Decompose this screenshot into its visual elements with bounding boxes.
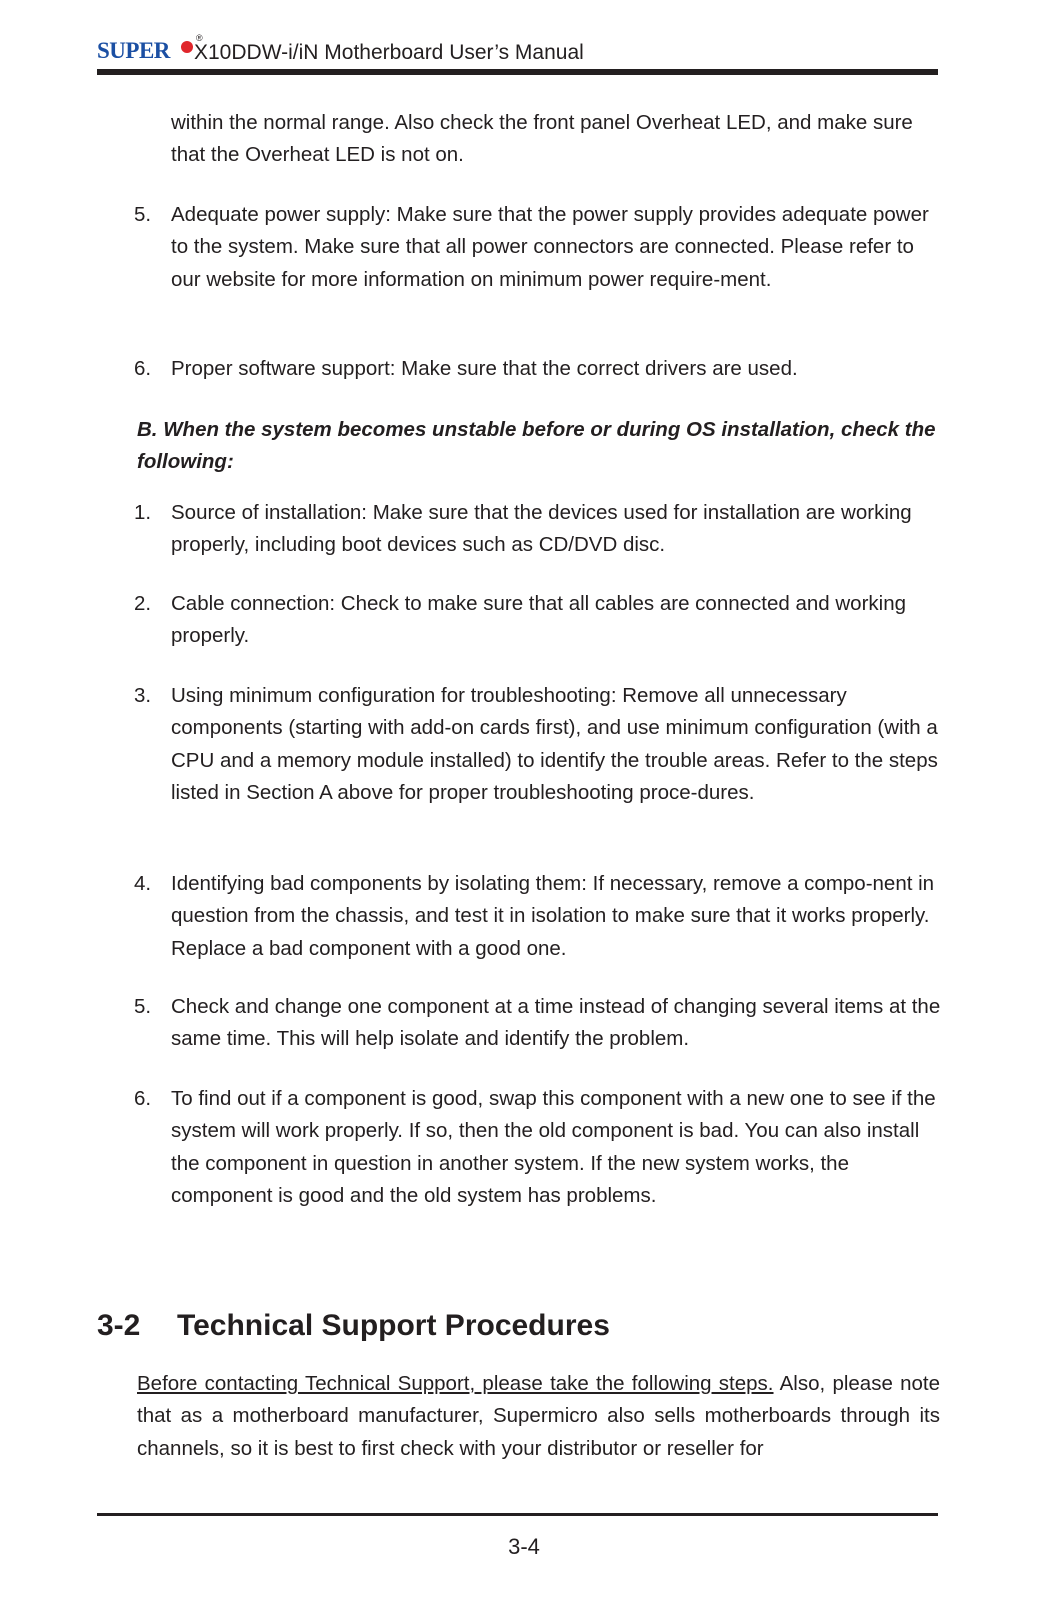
- logo-red-dot-icon: [181, 41, 193, 53]
- list-item: [134, 588, 941, 653]
- list-item: [134, 991, 941, 1056]
- list-item-number: 2.: [134, 592, 152, 615]
- supermicro-logo: SUPER: [97, 38, 170, 63]
- list-item: [134, 868, 941, 965]
- list-item: [134, 497, 941, 562]
- section-title: Technical Support Procedures: [177, 1309, 610, 1342]
- list-item-number: 5.: [134, 203, 152, 226]
- list-item-text: Identifying bad components by isolating them: If necessary, remove a compo-nent in question from the chassis, and test it in isolation to make sure that it works properly. Replace a bad component with a good one.: [171, 872, 935, 960]
- list-item-number: 6.: [134, 1087, 152, 1110]
- list-item-text: Check and change one component at a time instead of changing several items at the same time. This will help isolate and identify the problem.: [171, 995, 941, 1051]
- continued-paragraph: within the normal range. Also check the front panel Overheat LED, and make sure that the Overheat LED is not on.: [171, 111, 913, 167]
- list-item-text: Cable connection: Check to make sure that all cables are connected and working properly.: [171, 592, 907, 648]
- page-header: [97, 34, 938, 68]
- section-b-heading: B. When the system becomes unstable before or during OS installation, check the following:: [137, 418, 936, 474]
- list-item-text: Adequate power supply: Make sure that the power supply provides adequate power to the system. Make sure that all power connectors are connected. Please refer to our website for more information on minimum power require-ment.: [171, 203, 929, 291]
- support-text: Also, please note that as a motherboard manufacturer, Supermicro also sells motherboards through its channels, so it is best to first check with your distributor or reseller for: [137, 1372, 940, 1460]
- list-item: [134, 680, 941, 809]
- list-item-text: Source of installation: Make sure that the devices used for installation are working properly, including boot devices such as CD/DVD disc.: [171, 501, 912, 557]
- support-paragraph: [137, 1368, 940, 1465]
- manual-title: X10DDW-i/iN Motherboard User’s Manual: [194, 41, 584, 64]
- list-item-text: Using minimum configuration for troubleshooting: Remove all unnecessary components (starting with add-on cards first), and use minimum configuration (with a CPU and a memory module installed) to identify the trouble areas. Refer to the steps listed in Section A above for proper troubleshooting proce-dures.: [171, 684, 938, 804]
- list-item: [134, 353, 941, 385]
- page-number: 3-4: [508, 1534, 540, 1559]
- section-heading: [97, 1306, 610, 1346]
- list-item-number: 3.: [134, 684, 152, 707]
- list-item-number: 4.: [134, 872, 152, 895]
- support-underlined-text: Before contacting Technical Support, please take the following steps.: [137, 1372, 774, 1395]
- list-item-number: 6.: [134, 357, 152, 380]
- section-number: 3-2: [97, 1309, 141, 1342]
- list-item-text: To find out if a component is good, swap this component with a new one to see if the system will work properly. If so, then the old component is bad. You can also install the component in question in another system. If the new system works, the component is good and the old system has problems.: [171, 1087, 936, 1207]
- list-item: [134, 199, 941, 296]
- footer-divider: [97, 1513, 938, 1516]
- list-item-number: 5.: [134, 995, 152, 1018]
- list-item-text: Proper software support: Make sure that the correct drivers are used.: [171, 357, 798, 380]
- logo-registered-mark: ®: [196, 33, 203, 43]
- list-item: [134, 1083, 941, 1212]
- header-divider: [97, 69, 938, 75]
- list-item-number: 1.: [134, 501, 152, 524]
